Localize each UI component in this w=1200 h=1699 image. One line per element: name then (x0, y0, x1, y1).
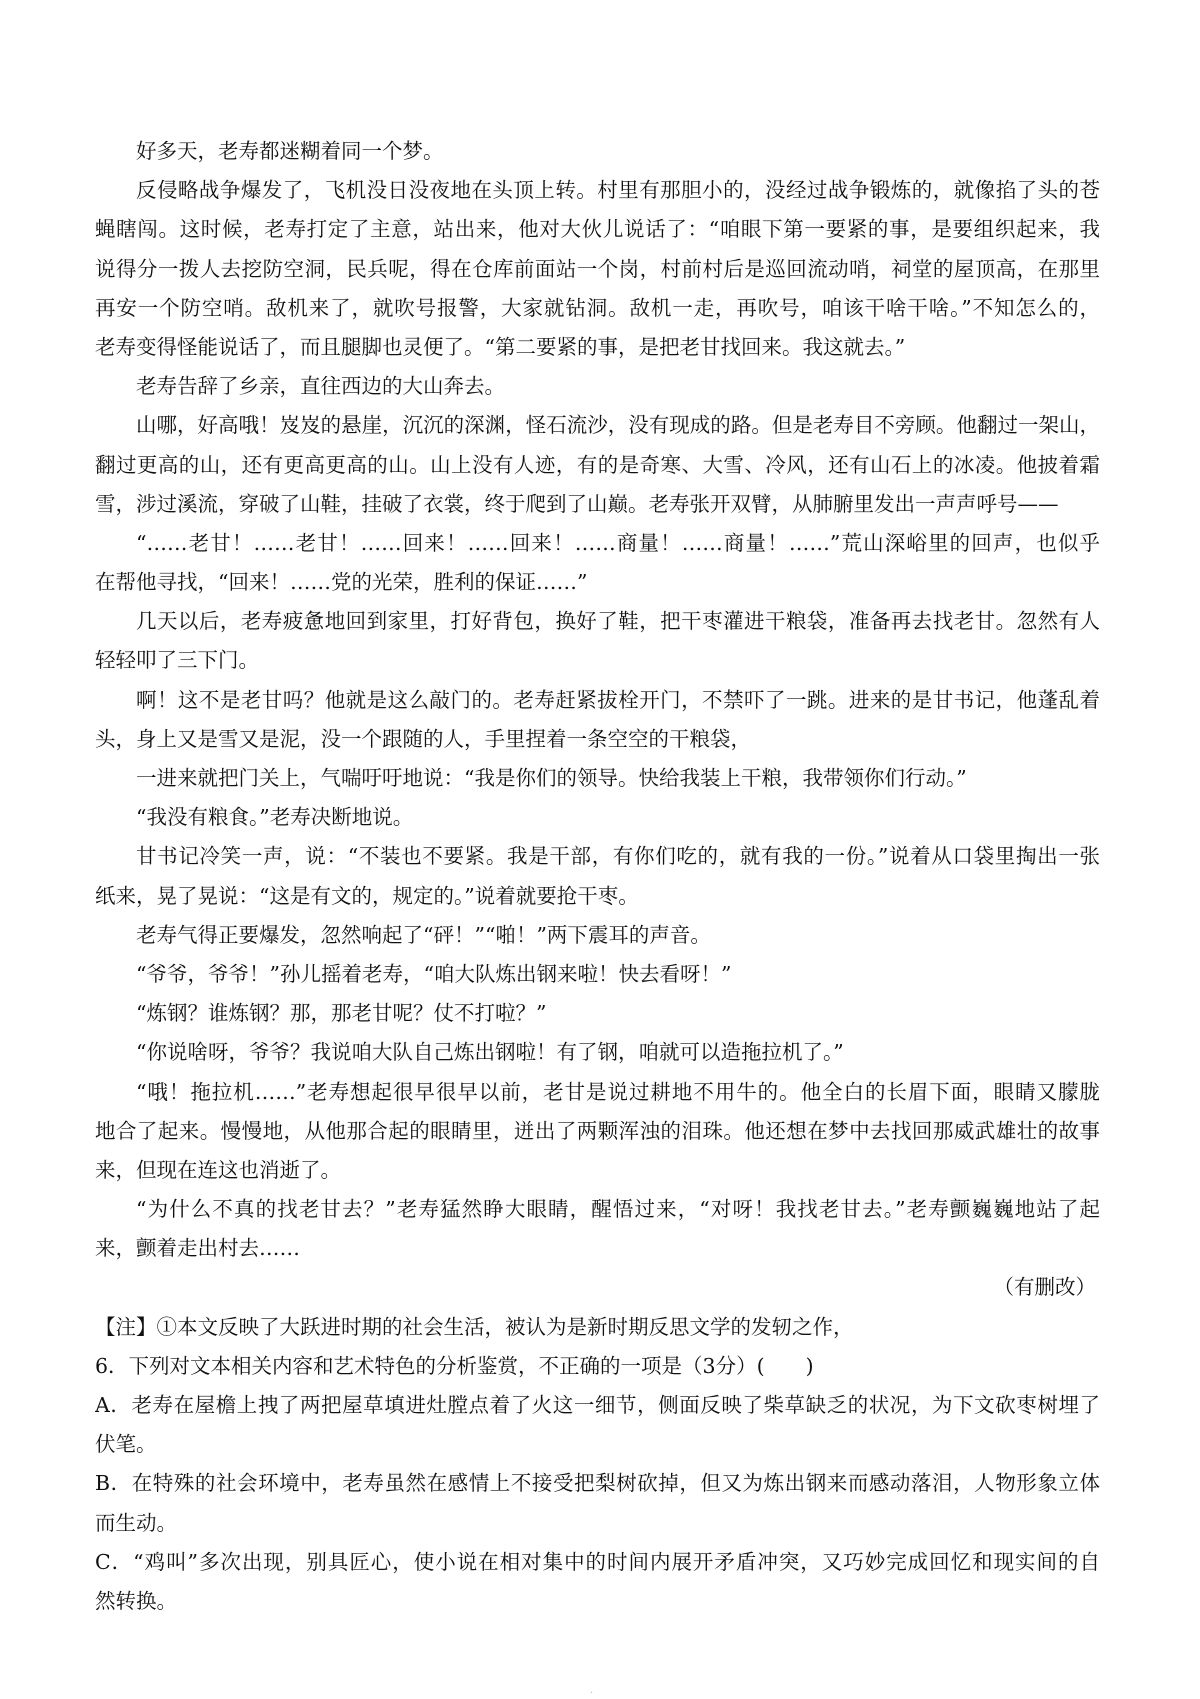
paragraph-line: 啊！这不是老甘吗？他就是这么敲门的。老寿赶紧拔栓开门，不禁吓了一跳。进来的是甘书记，他蓬乱着 (136, 687, 1100, 712)
paragraph-line: “哦！拖拉机……”老寿想起很早很早以前，老甘是说过耕地不用牛的。他全白的长眉下面，眼睛又朦胧 (136, 1079, 1100, 1104)
paragraph-line: 在帮他寻找，“回来！……党的光荣，胜利的保证……” (95, 570, 588, 595)
paragraph-line: 甘书记冷笑一声，说：“不装也不要紧。我是干部，有你们吃的，就有我的一份。”说着从口袋里掏出一张 (136, 844, 1100, 869)
paragraph-line: 老寿变得怪能说话了，而且腿脚也灵便了。“第二要紧的事，是把老甘找回来。我这就去。” (95, 334, 906, 359)
paragraph-line: “……老甘！……老甘！……回来！……回来！……商量！……商量！……”荒山深峪里的回声，也似乎 (136, 530, 1100, 555)
paragraph-line: 几天以后，老寿疲惫地回到家里，打好背包，换好了鞋，把干枣灌进干粮袋，准备再去找老甘。忽然有人 (136, 609, 1100, 634)
paragraph-line: 来，颤着走出村去…… (95, 1236, 300, 1261)
paragraph-line: 头，身上又是雪又是泥，没一个跟随的人，手里捏着一条空空的干粮袋， (95, 726, 751, 751)
paragraph-line: “你说啥呀，爷爷？我说咱大队自己炼出钢啦！有了钢，咱就可以造拖拉机了。” (136, 1040, 844, 1065)
paragraph-line: “炼钢？谁炼钢？那，那老甘呢？仗不打啦？” (136, 1001, 547, 1026)
paragraph-line: 再安一个防空哨。敌机来了，就吹号报警，大家就钻洞。敌机一走，再吹号，咱该干啥干啥。”不知怎么的， (95, 295, 1100, 320)
option-b-cont: 而生动。 (95, 1510, 177, 1535)
paragraph-line: 好多天，老寿都迷糊着同一个梦。 (136, 139, 444, 163)
paragraph-line: 老寿告辞了乡亲，直往西边的大山奔去。 (136, 374, 505, 399)
annotation-note: 【注】①本文反映了大跃进时期的社会生活，被认为是新时期反思文学的发轫之作， (95, 1314, 854, 1339)
paragraph-line: 反侵略战争爆发了，飞机没日没夜地在头顶上转。村里有那胆小的，没经过战争锻炼的，就像掐了头的苍 (136, 178, 1100, 203)
paragraph-line: 老寿气得正要爆发，忽然响起了“砰！”“啪！”两下震耳的声音。 (136, 922, 711, 947)
paragraph-line: 轻轻叩了三下门。 (95, 648, 259, 673)
option-a-cont: 伏笔。 (95, 1432, 157, 1457)
option-a: A．老寿在屋檐上拽了两把屋草填进灶膛点着了火这一细节，侧面反映了柴草缺乏的状况，为下文砍枣树埋了 (95, 1393, 1100, 1417)
footer-mark: · (590, 1688, 594, 1699)
paragraph-line: 雪，涉过溪流，穿破了山鞋，挂破了衣裳，终于爬到了山巅。老寿张开双臂，从肺腑里发出一声声呼号—— (95, 491, 1059, 516)
paragraph-line: 来，但现在连这也消逝了。 (95, 1157, 341, 1182)
question-stem: 6．下列对文本相关内容和艺术特色的分析鉴赏，不正确的一项是（3分）( ) (95, 1353, 814, 1378)
paragraph-line: “爷爷，爷爷！”孙儿摇着老寿，“咱大队炼出钢来啦！快去看呀！” (136, 961, 732, 986)
paragraph-line: 山哪，好高哦！岌岌的悬崖，沉沉的深渊，怪石流沙，没有现成的路。但是老寿目不旁顾。他翻过一架山， (136, 413, 1100, 438)
option-c-cont: 然转换。 (95, 1588, 177, 1613)
paragraph-line: 一进来就把门关上，气喘吁吁地说：“我是你们的领导。快给我装上干粮，我带领你们行动。” (136, 766, 967, 790)
paragraph-line: 纸来，晃了晃说：“这是有文的，规定的。”说着就要抢干枣。 (95, 883, 639, 908)
document-body (95, 132, 1100, 1621)
paragraph-line: 说得分一拨人去挖防空洞，民兵呢，得在仓库前面站一个岗，村前村后是巡回流动哨，祠堂的屋顶高，在那里 (95, 256, 1100, 281)
paragraph-line: 翻过更高的山，还有更高更高的山。山上没有人迹，有的是奇寒、大雪、冷风，还有山石上的冰凌。他披着霜 (95, 452, 1100, 477)
paragraph-line: 地合了起来。慢慢地，从他那合起的眼睛里，迸出了两颗浑浊的泪珠。他还想在梦中去找回那威武雄壮的故事 (95, 1118, 1100, 1143)
paragraph-line: 蝇瞎闯。这时候，老寿打定了主意，站出来，他对大伙儿说话了：“咱眼下第一要紧的事，是要组织起来，我 (95, 217, 1100, 242)
paragraph-line: “为什么不真的找老甘去？”老寿猛然睁大眼睛，醒悟过来，“对呀！我找老甘去。”老寿颤巍巍地站了起 (136, 1197, 1100, 1222)
paragraph-line: “我没有粮食。”老寿决断地说。 (136, 805, 414, 830)
source-note: （有删改） (993, 1275, 1096, 1300)
option-b: B．在特殊的社会环境中，老寿虽然在感情上不接受把梨树砍掉，但又为炼出钢来而感动落泪，人物形象立体 (95, 1471, 1100, 1496)
option-c: C．“鸡叫”多次出现，别具匠心，使小说在相对集中的时间内展开矛盾冲突，又巧妙完成回忆和现实间的自 (95, 1549, 1100, 1574)
